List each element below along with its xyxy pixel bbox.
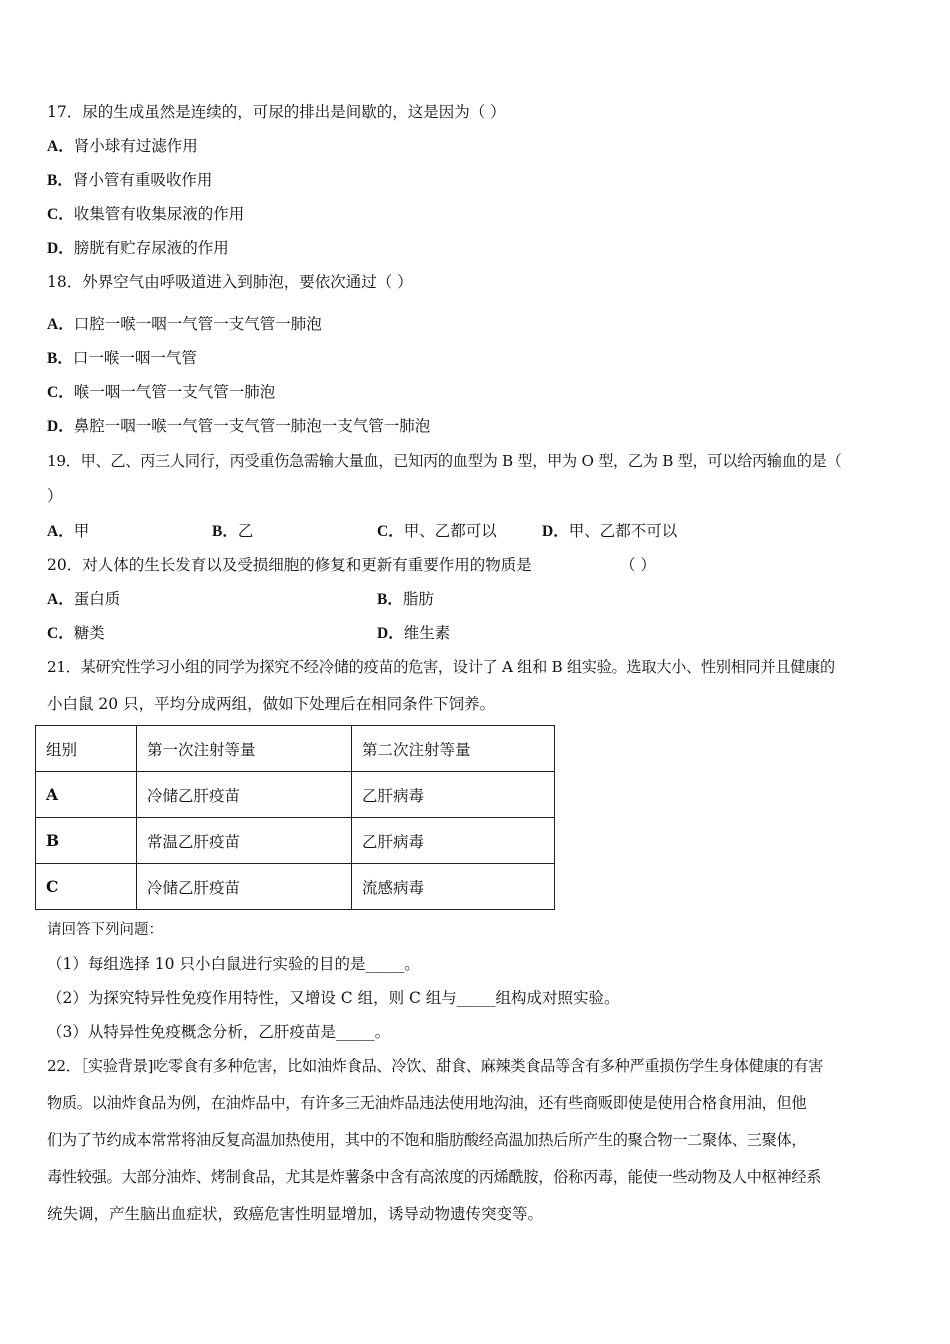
- q17-stem: 17．尿的生成虽然是连续的，可尿的排出是间歇的，这是因为（ ）: [47, 103, 506, 121]
- q21-stem-line2: 小白鼠 20 只，平均分成两组，做如下处理后在相同条件下饲养。: [47, 695, 496, 713]
- experiment-table: [35, 725, 555, 910]
- q19-stem-line2: ）: [47, 487, 63, 505]
- table-row: [36, 818, 555, 864]
- q18-option-a: A．口腔一喉一咽一气管一支气管一肺泡: [47, 315, 322, 333]
- q19-option-b: B．乙: [212, 522, 254, 540]
- q17-option-a: A．肾小球有过滤作用: [47, 137, 198, 155]
- table-cell: 乙肝病毒: [352, 772, 555, 818]
- q19-option-d: D．甲、乙都不可以: [542, 522, 678, 540]
- q21-sub-3: （3）从特异性免疫概念分析，乙肝疫苗是_____。: [47, 1023, 391, 1041]
- table-cell: 乙肝病毒: [352, 818, 555, 864]
- q22-line-3: 们为了节约成本常常将油反复高温加热使用，其中的不饱和脂肪酸经高温加热后所产生的聚合物一二聚体、三聚体，: [47, 1131, 807, 1149]
- q20-option-c: C．糖类: [47, 624, 105, 642]
- q19-option-c: C．甲、乙都可以: [377, 522, 497, 540]
- table-cell: 冷储乙肝疫苗: [137, 864, 352, 910]
- table-cell: 冷储乙肝疫苗: [137, 772, 352, 818]
- table-row: [36, 772, 555, 818]
- q22-line-2: 物质。以油炸食品为例，在油炸品中，有许多三无油炸品违法使用地沟油，还有些商贩即使是使用合格食用油，但他: [47, 1094, 807, 1112]
- q17-option-d: D．膀胱有贮存尿液的作用: [47, 239, 229, 257]
- table-cell: B: [36, 818, 137, 864]
- q19-option-a: A．甲: [47, 522, 90, 540]
- q19-stem-line1: 19．甲、乙、丙三人同行，丙受重伤急需输大量血，已知丙的血型为 B 型，甲为 O 型，乙为 B 型，可以给丙输血的是（: [47, 452, 842, 470]
- q18-stem: 18．外界空气由呼吸道进入到肺泡，要依次通过（ ）: [47, 273, 413, 291]
- table-header-cell: 第一次注射等量: [137, 726, 352, 772]
- table-row: [36, 864, 555, 910]
- q20-stem: 20．对人体的生长发育以及受损细胞的修复和更新有重要作用的物质是: [47, 556, 532, 574]
- q20-option-b: B．脂肪: [377, 590, 434, 608]
- q20-option-d: D．维生素: [377, 624, 451, 642]
- q17-option-c: C．收集管有收集尿液的作用: [47, 205, 245, 223]
- q18-option-c: C．喉一咽一气管一支气管一肺泡: [47, 383, 276, 401]
- q21-sub-1: （1）每组选择 10 只小白鼠进行实验的目的是_____。: [47, 955, 420, 973]
- table-cell: 常温乙肝疫苗: [137, 818, 352, 864]
- q22-line-1: 22．［实验背景]吃零食有多种危害，比如油炸食品、冷饮、甜食、麻辣类食品等含有多种严重损伤学生身体健康的有害: [47, 1057, 824, 1075]
- q21-prompt: 请回答下列问题：: [47, 922, 163, 938]
- q21-stem-line1: 21．某研究性学习小组的同学为探究不经冷储的疫苗的危害，设计了 A 组和 B 组实验。选取大小、性别相同并且健康的: [47, 658, 835, 676]
- q18-option-b: B．口一喉一咽一气管: [47, 349, 197, 367]
- q17-option-b: B．肾小管有重吸收作用: [47, 171, 213, 189]
- table-header-cell: 组别: [36, 726, 137, 772]
- q21-sub-2: （2）为探究特异性免疫作用特性，又增设 C 组，则 C 组与_____组构成对照实验。: [47, 989, 620, 1007]
- table-cell: 流感病毒: [352, 864, 555, 910]
- table-cell: A: [36, 772, 137, 818]
- table-header-cell: 第二次注射等量: [352, 726, 555, 772]
- q18-option-d: D．鼻腔一咽一喉一气管一支气管一肺泡一支气管一肺泡: [47, 417, 431, 435]
- q22-line-4: 毒性较强。大部分油炸、烤制食品，尤其是炸薯条中含有高浓度的丙烯酰胺，俗称丙毒，能使一些动物及人中枢神经系: [47, 1168, 822, 1186]
- q20-option-a: A．蛋白质: [47, 590, 121, 608]
- table-header-row: [36, 726, 555, 772]
- table-cell: C: [36, 864, 137, 910]
- q20-answer-paren: （ ）: [620, 556, 656, 574]
- q22-line-5: 统失调，产生脑出血症状，致癌危害性明显增加，诱导动物遗传突变等。: [47, 1205, 544, 1223]
